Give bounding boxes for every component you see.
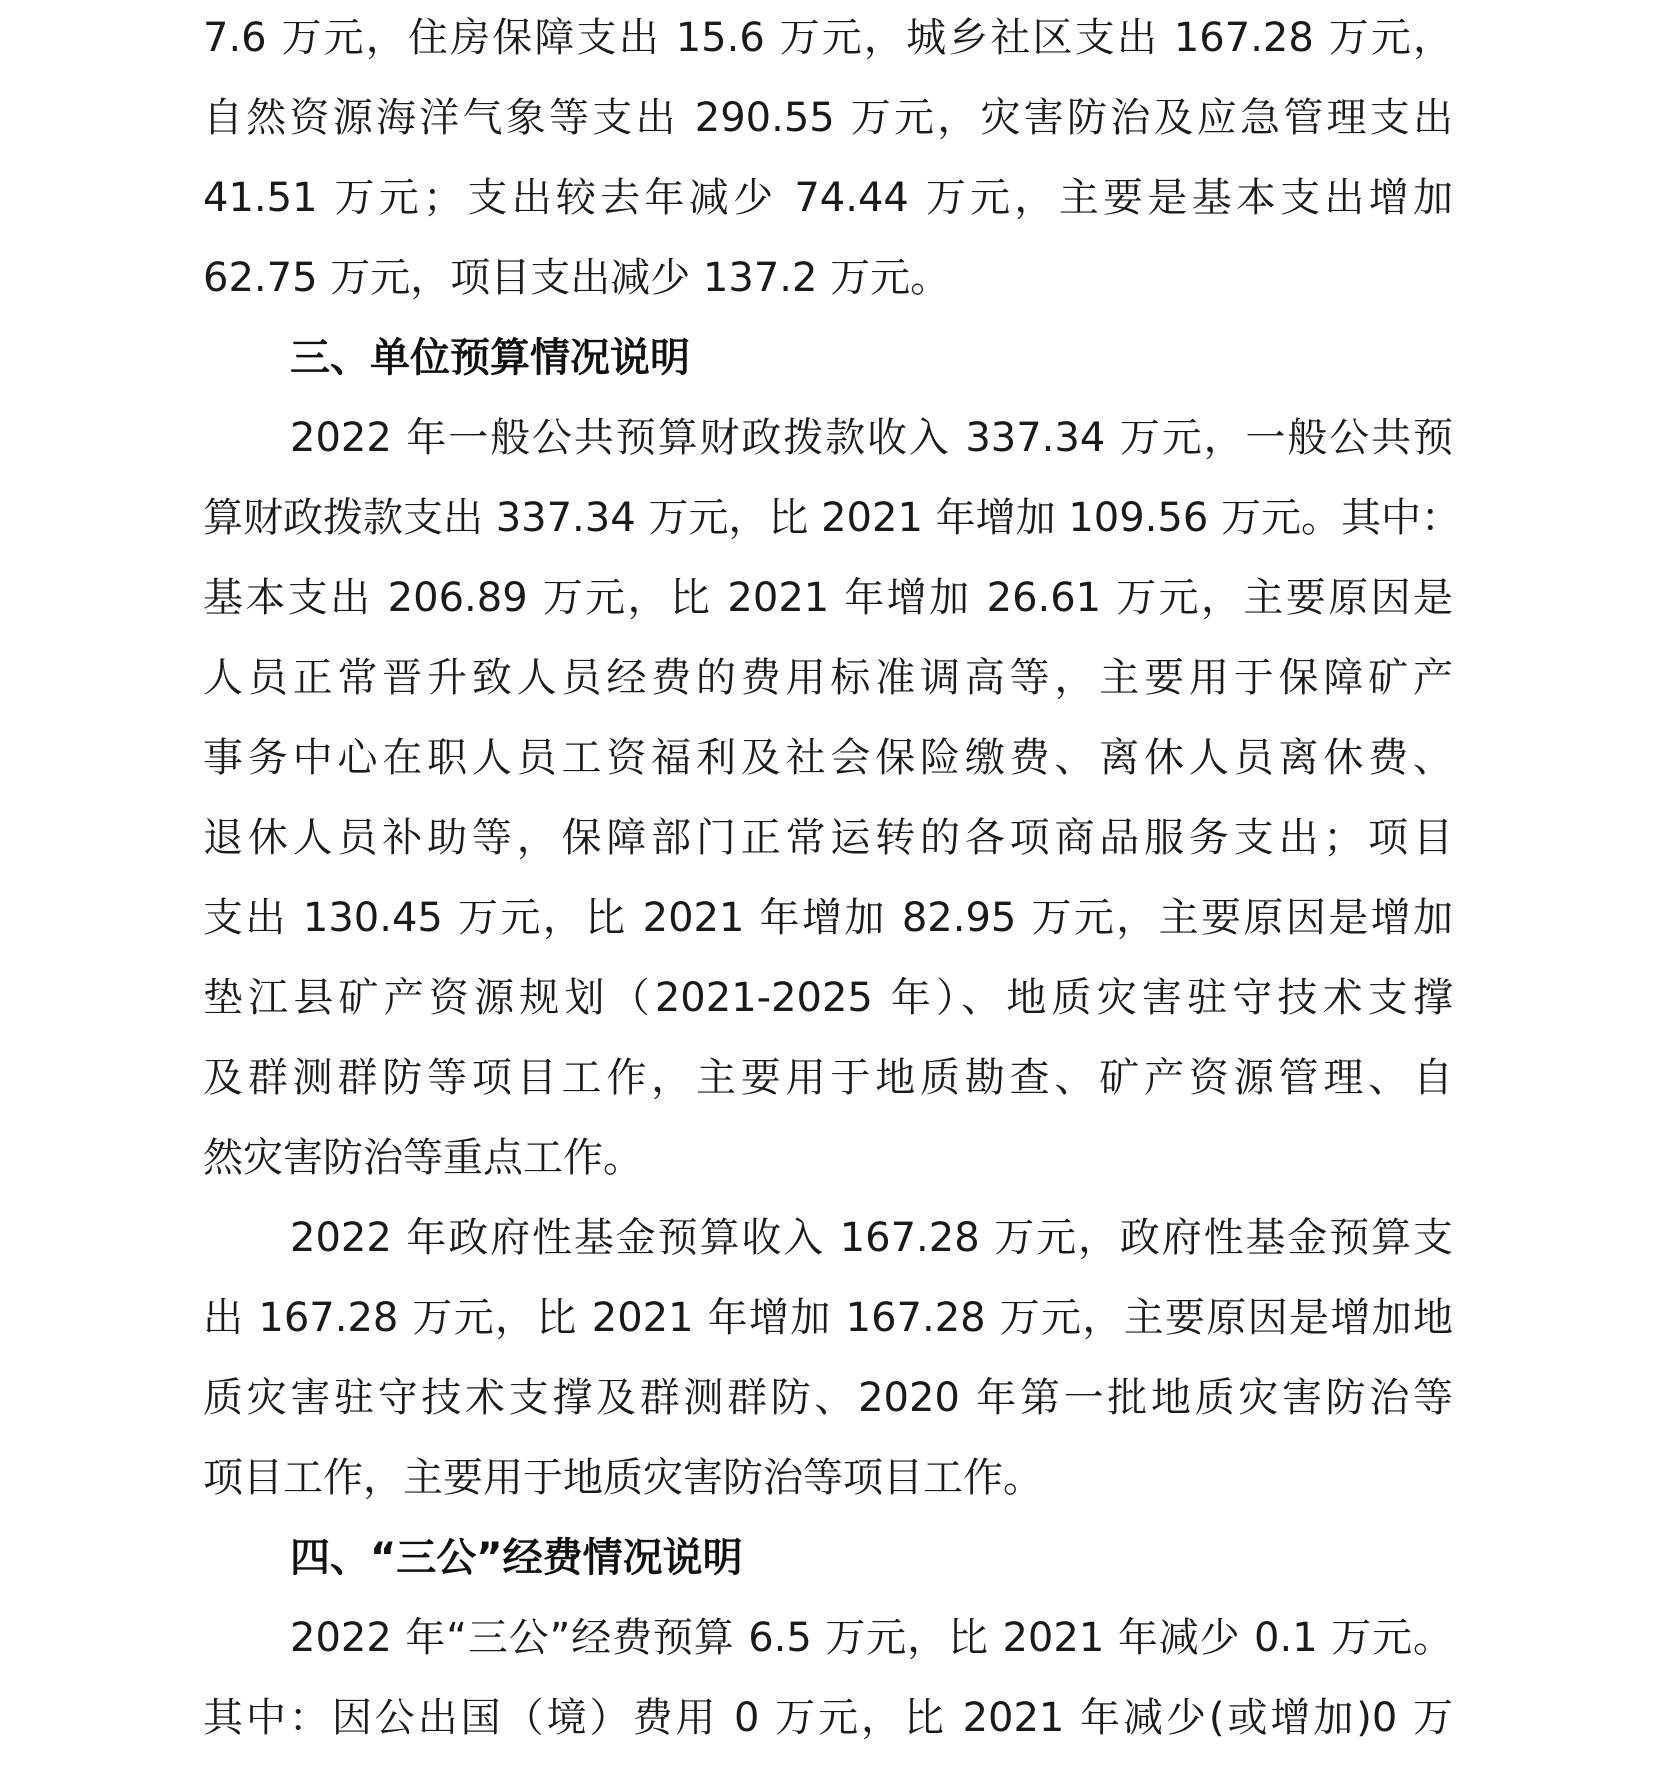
s3-p1-line-1: 2022 年一般公共预算财政拨款收入 337.34 万元，一般公共预 [290,415,1453,461]
s3-p1-line-10: 然灾害防治等重点工作。 [203,1135,643,1181]
s3-p1-line-9: 及群测群防等项目工作，主要用于地质勘查、矿产资源管理、自 [203,1055,1453,1101]
s4-p1-line-1: 2022 年“三公”经费预算 6.5 万元，比 2021 年减少 0.1 万元。 [290,1615,1453,1661]
intro-line-3: 41.51 万元；支出较去年减少 74.44 万元，主要是基本支出增加 [203,175,1453,221]
intro-line-1: 7.6 万元，住房保障支出 15.6 万元，城乡社区支出 167.28 万元， [203,15,1453,61]
s4-p1-line-2: 其中：因公出国（境）费用 0 万元，比 2021 年减少(或增加)0 万 [203,1695,1453,1741]
s3-p1-line-8: 垫江县矿产资源规划（2021-2025 年）、地质灾害驻守技术支撑 [203,975,1453,1021]
section-3-heading: 三、单位预算情况说明 [290,335,690,381]
s3-p1-line-5: 事务中心在职人员工资福利及社会保险缴费、离休人员离休费、 [203,735,1453,781]
intro-line-2: 自然资源海洋气象等支出 290.55 万元，灾害防治及应急管理支出 [203,95,1453,141]
intro-line-4: 62.75 万元，项目支出减少 137.2 万元。 [203,255,951,301]
s3-p2-line-3: 质灾害驻守技术支撑及群测群防、2020 年第一批地质灾害防治等 [203,1375,1453,1421]
s3-p1-line-7: 支出 130.45 万元，比 2021 年增加 82.95 万元，主要原因是增加 [203,895,1453,941]
s3-p2-line-4: 项目工作，主要用于地质灾害防治等项目工作。 [203,1455,1043,1501]
section-4-heading: 四、“三公”经费情况说明 [290,1535,743,1581]
s3-p1-line-6: 退休人员补助等，保障部门正常运转的各项商品服务支出；项目 [203,815,1453,861]
s3-p1-line-3: 基本支出 206.89 万元，比 2021 年增加 26.61 万元，主要原因是 [203,575,1453,621]
s3-p2-line-2: 出 167.28 万元，比 2021 年增加 167.28 万元，主要原因是增加地 [203,1295,1453,1341]
s3-p2-line-1: 2022 年政府性基金预算收入 167.28 万元，政府性基金预算支 [290,1215,1453,1261]
s3-p1-line-2: 算财政拨款支出 337.34 万元，比 2021 年增加 109.56 万元。其中： [203,495,1462,541]
s3-p1-line-4: 人员正常晋升致人员经费的费用标准调高等，主要用于保障矿产 [203,655,1453,701]
